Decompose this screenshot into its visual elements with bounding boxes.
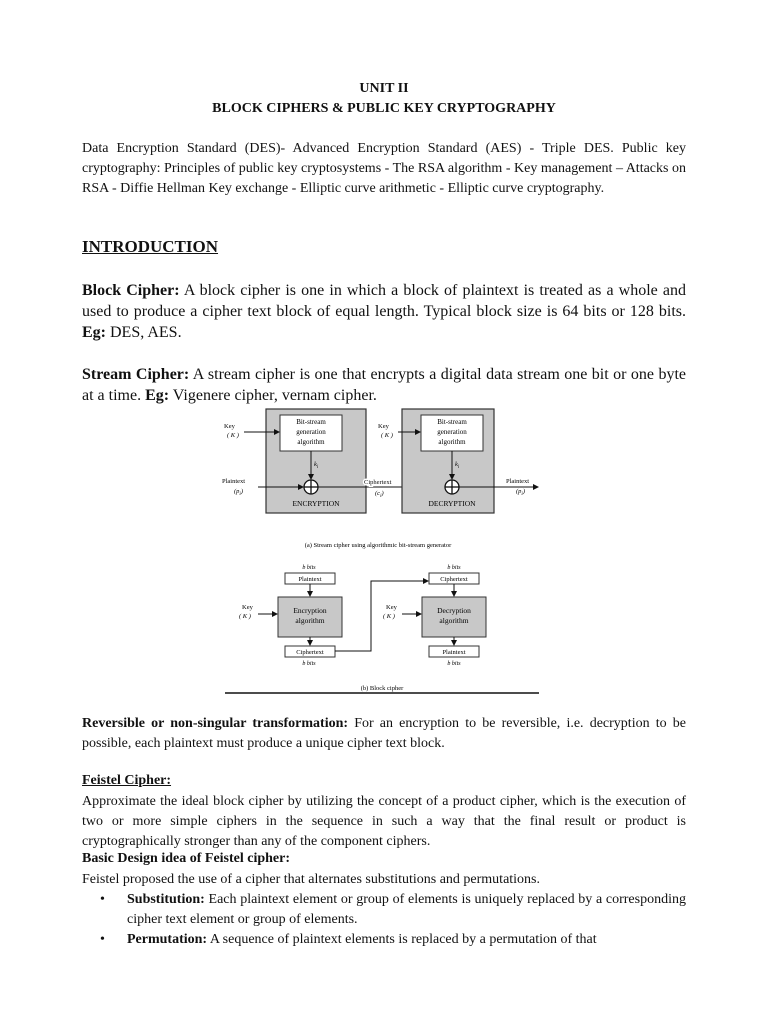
b-dec-alg-line1: Decryption: [437, 606, 471, 615]
b-enc-key-label: Key: [242, 604, 253, 611]
b-enc-plaintext-label: Plaintext: [298, 576, 322, 583]
dec-p-sym: $(p_i)$: [516, 488, 525, 497]
mid-ciphertext-label: Ciphertext: [364, 479, 392, 486]
page-title: BLOCK CIPHERS & PUBLIC KEY CRYPTOGRAPHY: [212, 101, 556, 116]
b-enc-bbits-top: b bits: [302, 565, 316, 571]
stream-cipher-term: Stream Cipher:: [82, 366, 190, 383]
caption-a: (a) Stream cipher using algorithmic bit-stream generator: [304, 542, 452, 549]
b-enc-alg-line2: algorithm: [295, 616, 325, 625]
enc-bsg-line2: generation: [296, 428, 326, 436]
permutation-text: A sequence of plaintext elements is replaced by a permutation of that: [207, 932, 597, 947]
dec-plaintext-label: Plaintext: [506, 478, 530, 485]
block-cipher-text: A block cipher is one in which a block of plaintext is treated as a whole and used to produce a cipher text block of equal length. Typical block size is 64 bits or 128 bits.: [82, 282, 687, 320]
b-enc-alg-line1: Encryption: [293, 606, 327, 615]
block-cipher-paragraph: [82, 280, 686, 343]
b-dec-ciphertext-label: Ciphertext: [440, 576, 468, 583]
bullet-icon: •: [100, 892, 105, 907]
stream-cipher-eg-label: Eg:: [145, 387, 170, 404]
basic-design-text: Feistel proposed the use of a cipher that alternates substitutions and permutations.: [82, 872, 541, 887]
basic-design-heading: Basic Design idea of Feistel cipher:: [82, 851, 291, 866]
caption-b: (b) Block cipher: [360, 685, 404, 692]
b-dec-alg-line2: algorithm: [439, 616, 469, 625]
dec-k-label: $k_i$: [455, 461, 460, 470]
stream-cipher-paragraph: [82, 364, 686, 406]
enc-bsg-line1: Bit-stream: [296, 418, 326, 426]
reversible-paragraph: [82, 714, 686, 754]
encryption-label: ENCRYPTION: [292, 499, 340, 508]
stream-cipher-text: A stream cipher is one that encrypts a digital data stream one bit or one byte at a time.: [82, 366, 687, 404]
mid-c-sym: $(c_i)$: [375, 490, 384, 499]
b-enc-key-sym: ( K ): [239, 613, 251, 620]
stream-cipher-eg-text: Vigenere cipher, vernam cipher.: [169, 387, 377, 404]
substitution-term: Substitution:: [127, 892, 205, 907]
dec-key-sym: ( K ): [381, 432, 393, 439]
reversible-term: Reversible or non-singular transformation:: [82, 716, 349, 731]
b-enc-ciphertext-label: Ciphertext: [296, 649, 324, 656]
b-dec-plaintext-label: Plaintext: [442, 649, 466, 656]
substitution-text: Each plaintext element or group of elements is uniquely replaced by a corresponding cipher text element or group of elements.: [127, 892, 686, 927]
enc-key-sym: ( K ): [227, 432, 239, 439]
b-dec-key-label: Key: [386, 604, 397, 611]
enc-plaintext-label: Plaintext: [222, 478, 246, 485]
dec-bsg-line3: algorithm: [438, 438, 466, 446]
reversible-text: For an encryption to be reversible, i.e. decryption to be possible, each plaintext must produce a unique cipher text block.: [82, 716, 686, 751]
block-cipher-eg-text: DES, AES.: [106, 324, 182, 341]
block-cipher-eg-label: Eg:: [82, 324, 106, 341]
b-dec-bbits-bottom: b bits: [447, 661, 461, 667]
b-dec-key-sym: ( K ): [383, 613, 395, 620]
unit-heading: UNIT II: [359, 81, 409, 96]
syllabus-paragraph: Data Encryption Standard (DES)- Advanced Encryption Standard (AES) - Triple DES. Public key cryptography: Principles of public key cryptosystems - The RSA algorithm - Key management – Attacks on RSA - Diffie Hellman Key exchange - Elliptic curve arithmetic - Elliptic curve cryptography.: [82, 141, 686, 196]
dec-bsg-line2: generation: [437, 428, 467, 436]
bullet-icon: •: [100, 932, 105, 947]
b-enc-bbits-bottom: b bits: [302, 661, 316, 667]
permutation-term: Permutation:: [127, 932, 208, 947]
dec-key-label: Key: [378, 423, 389, 430]
enc-k-label: $k_i$: [314, 461, 319, 470]
enc-key-label: Key: [224, 423, 235, 430]
enc-bsg-line3: algorithm: [297, 438, 325, 446]
list-item: [100, 930, 686, 950]
block-cipher-term: Block Cipher:: [82, 282, 180, 299]
decryption-label: DECRYPTION: [428, 499, 476, 508]
cipher-figure: [220, 404, 550, 696]
feistel-paragraph: Approximate the ideal block cipher by utilizing the concept of a product cipher, which is the execution of two or more simple ciphers in the sequence in such a way that the final result or product is cryptographically stronger than any of the component ciphers.: [82, 794, 686, 849]
introduction-heading: INTRODUCTION: [82, 237, 219, 256]
feistel-heading: Feistel Cipher:: [82, 773, 172, 788]
list-item: [100, 890, 686, 930]
b-dec-bbits-top: b bits: [447, 565, 461, 571]
dec-bsg-line1: Bit-stream: [437, 418, 467, 426]
enc-p-sym: $(p_i)$: [234, 488, 243, 497]
